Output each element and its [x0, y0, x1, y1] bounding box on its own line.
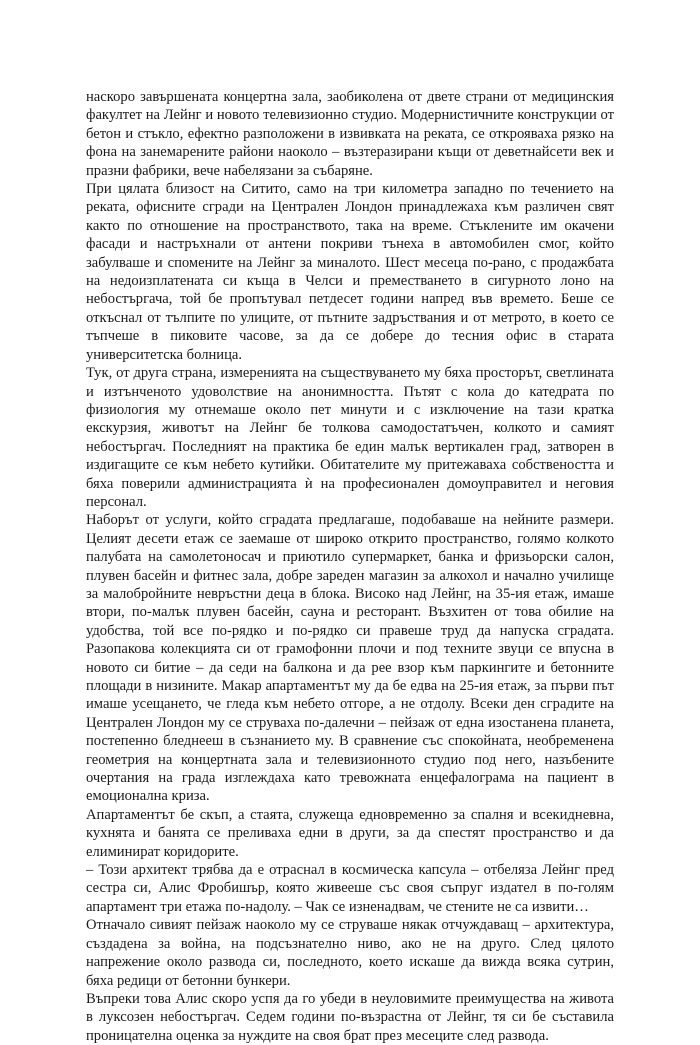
paragraph-4: Наборът от услуги, който сградата предлагаше, подобаваше на нейните размери. Целият десети етаж се заемаше от широко открито пространство, голямо колкото палубата на самолетоносач и приютило супермаркет, банка и фризьорски салон, плувен басейн и фитнес зала, добре зареден магазин за алкохол и начално училище за малобройните невръстни деца в блока. Високо над Лейнг, на 35-ия етаж, имаше втори, по-малък плувен басейн, сауна и ресторант. Възхитен от това обилие на удобства, той все по-рядко и по-рядко си правеше труд да напуска сградата. Разопакова колекцията си от грамофонни плочи и под техните звуци се впусна в новото си битие – да седи на балкона и да рее взор към паркингите и бетонните площади в низините. Макар апартаментът му да бе едва на 25-ия етаж, за първи път имаше усещането, че гледа към небето отгоре, а не отдолу. Всеки ден сградите на Централен Лондон му се струваха по-далечни – пейзаж от една изостанена планета, постепенно бледнееш в съзнанието му. В сравнение със спокойната, необременена геометрия на концертната зала и телевизионното студио под него, назъбените очертания на града изглеждаха като тревожната енцефалограма на пациент в емоционална криза.: [86, 512, 614, 805]
paragraph-5: Апартаментът бе скъп, а стаята, служеща едновременно за спалня и всекидневна, кухнята и банята се преливаха едни в други, за да спестят пространство и да елиминират коридорите.: [86, 806, 614, 860]
paragraph-3: Тук, от друга страна, измеренията на съществуването му бяха просторът, светлината и изтънченото удоволствие на анонимността. Пътят с кола до катедрата по физиология му отнемаше около пет минути и с изключение на тази кратка екскурзия, животът на Лейнг бе толкова самодостатъчен, колкото и самият небостъргач. Последният на практика бе един малък вертикален град, затворен в издигащите се към небето кутийки. Обитателите му притежаваха собствеността и бяха поверили администрацията ѝ на професионален домоуправител и неговия персонал.: [86, 365, 614, 510]
paragraph-7: Отначало сивият пейзаж наоколо му се струваше някак отчуждаващ – архитектура, създадена за война, на подсъзнателно ниво, ако не на друго. След цялото напрежение около развода си, последното, което искаше да вижда всяка сутрин, бяха редици от бетонни бункери.: [86, 917, 614, 989]
paragraph-2: При цялата близост на Ситито, само на три километра западно по течението на реката, офисните сгради на Централен Лондон принадлежаха към различен свят както по отношение на пространството, така на време. Стъклените им окачени фасади и настръхнали от антени покриви тънеха в автомобилен смог, който забулваше и спомените на Лейнг за миналото. Шест месеца по-рано, с продажбата на недоизплатената си къща в Челси и преместването в сигурното лоно на небостъргача, той бе пропътувал петдесет години напред във времето. Беше се откъснал от тълпите по улиците, от пътните задръствания и от метрото, в което се тъпчеше в пиковите часове, за да се добере до тесния офис в старата университетска болница.: [86, 181, 614, 363]
document-page: [86, 88, 614, 1045]
paragraph-6: – Този архитект трябва да е отраснал в космическа капсула – отбеляза Лейнг пред сестра си, Алис Фробишър, която живееше със своя съпруг издател в по-голям апартамент три етажа по-надолу. – Чак се изненадвам, че стените не са извити…: [86, 862, 614, 915]
paragraph-8: Въпреки това Алис скоро успя да го убеди в неуловимите преимущества на живота в луксозен небостъргач. Седем години по-възрастна от Лейнг, тя си бе съставила проницателна оценка за нуждите на своя брат през месеците след развода.: [86, 990, 614, 1044]
paragraph-1: наскоро завършената концертна зала, заобиколена от двете страни от медицинския факултет на Лейнг и новото телевизионно студио. Модернистичните конструкции от бетон и стъкло, ефектно разположени в извивката на реката, се открояваха рязко на фона на занемарените райони наоколо – възтеразирани къщи от деветнайсети век и празни фабрики, вече набелязани за събаряне.: [86, 89, 614, 179]
